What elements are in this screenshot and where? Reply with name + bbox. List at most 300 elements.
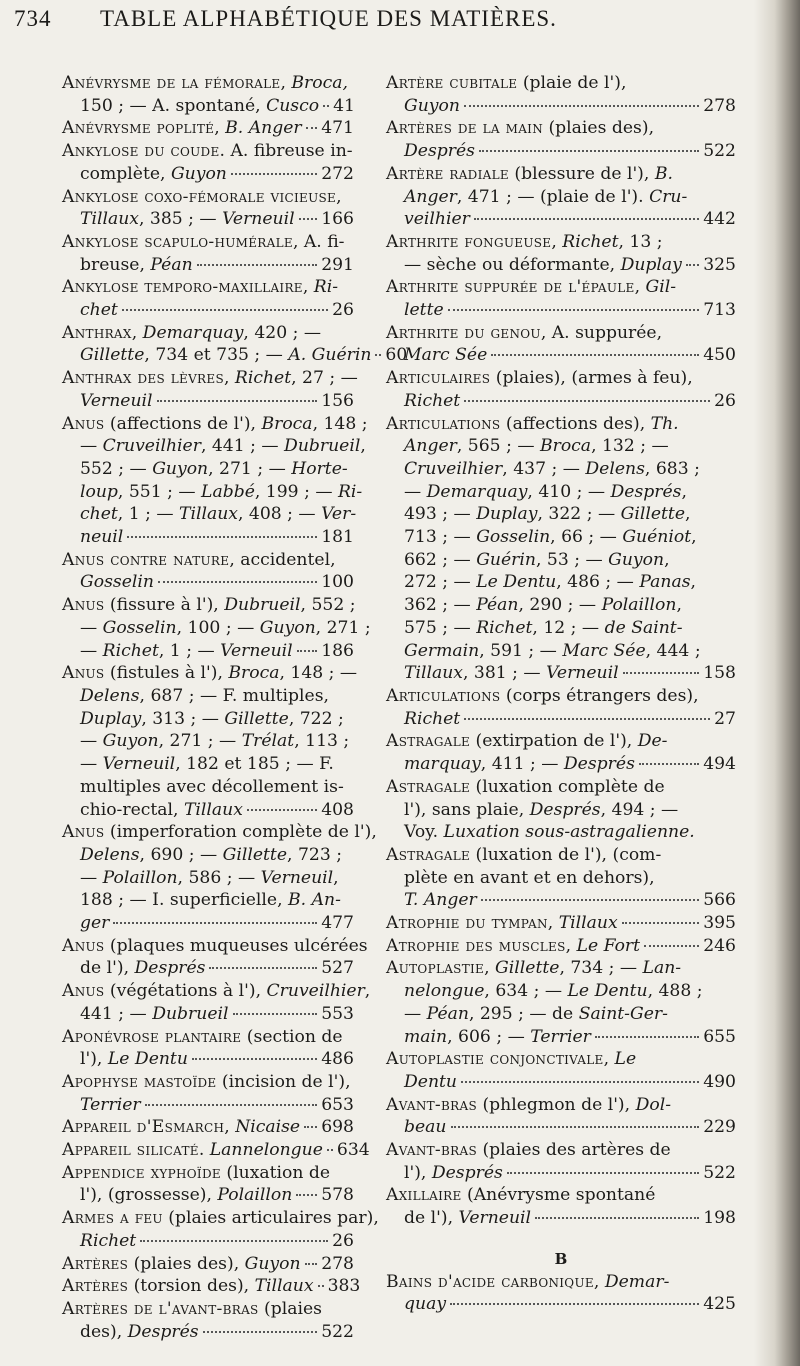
index-text: , 444 ; [645, 640, 701, 661]
dot-leader [595, 1036, 699, 1038]
index-line-text [62, 232, 345, 252]
index-line-text [62, 1072, 351, 1092]
index-line [386, 821, 736, 844]
index-line-text [80, 254, 193, 277]
index-author: Verneuil [546, 663, 619, 684]
index-author: Richet [476, 617, 533, 638]
index-line-text [404, 800, 678, 820]
dot-leader [296, 1194, 317, 1196]
index-line [62, 912, 354, 935]
index-text: Bains d'acide carbonique, [386, 1271, 605, 1292]
index-text: , 385 ; — [138, 209, 223, 230]
index-author: Richet [404, 708, 461, 729]
dot-leader [145, 1104, 318, 1106]
index-line [386, 481, 736, 504]
index-line [62, 526, 354, 549]
page-reference: 450 [703, 345, 736, 366]
index-text: Anus (fissure à l'), [62, 595, 225, 616]
index-line [386, 526, 736, 549]
index-text: , [333, 867, 339, 888]
index-line [62, 889, 354, 912]
index-text: Anus (plaques muqueuses ulcérées [62, 935, 368, 956]
page-reference: 522 [703, 141, 736, 162]
index-line-text [404, 572, 696, 592]
dot-leader [479, 150, 699, 152]
index-author: Gosselin [80, 572, 154, 593]
index-line-text [386, 232, 663, 252]
index-line-text [62, 550, 336, 570]
index-text: , 420 ; — [243, 322, 322, 343]
page-reference: 698 [321, 1117, 354, 1138]
index-text: , 53 ; — [535, 549, 609, 570]
index-text: Ankylose temporo-maxillaire, [62, 277, 314, 298]
page-reference: 494 [703, 754, 736, 775]
index-author: Péan [426, 1003, 469, 1024]
index-author: quay [404, 1294, 447, 1315]
index-author: Broca [261, 413, 313, 434]
index-text: Anus (affections de l'), [62, 413, 262, 434]
index-line-text [80, 777, 344, 797]
index-line [386, 208, 736, 231]
index-text: Astragale (luxation de l'), (com- [386, 844, 662, 865]
index-author: loup [80, 481, 118, 502]
index-line [62, 844, 354, 867]
page-reference: 325 [703, 254, 736, 275]
index-line [386, 753, 736, 776]
index-line [386, 503, 736, 526]
index-text: Astragale (luxation complète de [386, 776, 665, 797]
index-line-text [386, 323, 662, 343]
index-line [386, 730, 736, 753]
index-author: Cruveilhier [404, 458, 503, 479]
dot-leader [461, 1081, 699, 1083]
index-line [62, 662, 358, 685]
index-line-text [80, 731, 349, 751]
index-text: 441 ; — [80, 1003, 153, 1024]
index-text: Artère cubitale (plaie de l'), [386, 73, 627, 93]
index-text: Avant-bras (phlegmon de l'), [386, 1094, 636, 1115]
index-author: Cruveilhier [266, 981, 365, 1002]
index-text: 150 ; — A. spontané, [80, 95, 267, 116]
page-reference: 26 [332, 1230, 354, 1251]
index-author: chet [80, 300, 118, 321]
page-reference: 229 [703, 1117, 736, 1138]
index-text: Anévrysme de la fémorale, [62, 73, 292, 93]
index-line-text [386, 777, 665, 797]
index-line-text [404, 254, 682, 277]
index-line [62, 413, 368, 436]
page-reference: 26 [332, 300, 354, 321]
index-line-text [80, 163, 227, 186]
index-line [62, 1139, 370, 1162]
index-line-text [404, 595, 682, 615]
index-text: , 551 ; — [117, 481, 202, 502]
index-line [62, 276, 354, 299]
index-line-text [80, 618, 371, 638]
index-line [386, 1026, 736, 1049]
dot-leader [535, 1217, 699, 1219]
index-text: Astragale (extirpation de l'), [386, 731, 638, 752]
index-line [62, 1026, 354, 1049]
index-line [386, 640, 736, 663]
index-line-text [386, 1185, 655, 1205]
dot-leader [622, 922, 700, 924]
index-line-text [404, 1071, 457, 1094]
index-line-text [404, 208, 470, 231]
index-line-text [62, 414, 368, 434]
index-author: neuil [80, 527, 124, 548]
dot-leader [233, 1013, 318, 1015]
index-line [62, 1230, 354, 1253]
index-line-text [80, 1048, 188, 1071]
index-author: chet [80, 504, 118, 525]
index-author: Cru- [649, 186, 688, 207]
index-text: , 586 ; — [177, 867, 261, 888]
index-author: Verneuil [222, 209, 295, 230]
index-text: , 199 ; — [254, 481, 338, 502]
index-line-text [62, 73, 348, 93]
index-text: , 1 ; — [158, 640, 221, 661]
index-line [386, 299, 736, 322]
index-line-text [404, 641, 701, 661]
page-reference: 522 [321, 1321, 354, 1342]
index-text: breuse, [80, 254, 151, 275]
index-line [62, 753, 354, 776]
index-author: Gillette [224, 708, 289, 729]
index-text: , [364, 981, 371, 1002]
index-author: beau [404, 1117, 447, 1138]
dot-leader [297, 650, 318, 652]
index-line [386, 1271, 736, 1294]
index-line [62, 140, 354, 163]
index-line [62, 1253, 354, 1276]
index-line-text [404, 981, 703, 1001]
index-text: , 690 ; — [139, 844, 223, 865]
index-author: Marc Sée [562, 640, 646, 661]
index-line [62, 1207, 379, 1230]
index-author: lette [404, 300, 444, 321]
index-line [62, 1003, 354, 1026]
index-line-text [404, 140, 475, 163]
page-reference: 291 [321, 254, 354, 275]
index-text: Voy. [404, 822, 444, 843]
index-line [62, 1298, 354, 1321]
index-text: , 271 ; — [208, 458, 292, 479]
index-line-text [62, 277, 338, 297]
index-line-text [80, 208, 295, 231]
index-text: 575 ; — [404, 617, 477, 638]
page-reference: 486 [321, 1049, 354, 1070]
index-author: Verneuil [458, 1208, 532, 1229]
index-line [62, 72, 354, 95]
index-text: — [80, 867, 103, 888]
index-text: , 408 ; — [237, 504, 322, 525]
index-line-text [386, 164, 673, 184]
index-text: Artères de la main (plaies des), [386, 118, 655, 139]
index-author: Lan- [642, 958, 682, 979]
index-author: ger [80, 913, 110, 934]
index-author: Richet [102, 640, 159, 661]
index-author: Anger [404, 186, 457, 207]
index-line [386, 799, 736, 822]
section-letter: B [554, 1249, 568, 1268]
index-line-text [62, 368, 358, 388]
index-author: Péan [150, 254, 193, 275]
page-reference: 522 [703, 1162, 736, 1183]
index-line-text [62, 1116, 300, 1139]
dot-leader [192, 1058, 317, 1060]
index-line [62, 571, 354, 594]
index-line [386, 413, 736, 436]
index-line [386, 140, 736, 163]
index-text: 362 ; — [404, 595, 477, 616]
index-line [386, 458, 736, 481]
index-text: Artère radiale (blessure de l'), [386, 163, 655, 184]
index-line [386, 957, 736, 980]
page-reference: 246 [703, 935, 736, 956]
index-author: Saint-Ger- [578, 1003, 668, 1024]
index-author: Guérin [476, 549, 536, 570]
index-line [386, 231, 736, 254]
index-author: Tillaux [254, 1276, 314, 1297]
index-line-text [404, 95, 460, 118]
index-line-text [80, 1003, 229, 1026]
index-author: Gillette [495, 958, 560, 979]
index-author: Duplay [620, 254, 682, 275]
index-line [386, 1116, 736, 1139]
index-author: B. An- [288, 890, 341, 911]
index-line [386, 662, 736, 685]
index-line-text [80, 754, 334, 774]
index-text: Ankylose coxo-fémorale vicieuse, [62, 186, 342, 207]
index-text: — [80, 731, 103, 752]
index-line-text [386, 1272, 669, 1292]
index-author: Delens [80, 685, 140, 706]
index-line-text [80, 344, 371, 367]
index-line [62, 935, 368, 958]
index-text: , 322 ; — [537, 504, 621, 525]
index-text: l'), (grossesse), [80, 1185, 218, 1206]
index-text: 662 ; — [404, 549, 477, 570]
index-line [386, 1071, 736, 1094]
index-text: , 488 ; [647, 981, 703, 1002]
index-line-text [80, 526, 123, 549]
index-line-text [404, 1116, 447, 1139]
index-line-text [62, 1208, 379, 1228]
dot-leader [491, 354, 699, 356]
index-author: Terrier [80, 1094, 141, 1115]
index-column-right [386, 72, 736, 1316]
index-line [386, 1094, 736, 1117]
index-author: Ver- [321, 504, 357, 525]
page-reference: 60 [385, 345, 408, 366]
index-line-text [404, 868, 655, 888]
index-author: Guyon [259, 617, 316, 638]
index-line-text [386, 845, 661, 865]
page-header [0, 6, 800, 36]
index-line-text [80, 1230, 136, 1253]
index-line [62, 503, 357, 526]
index-text: , 687 ; — F. multiples, [139, 685, 330, 706]
dot-leader [448, 309, 700, 311]
index-line-text [404, 299, 444, 322]
index-text: , 290 ; — [518, 595, 602, 616]
index-line-text [404, 753, 635, 776]
index-line-text [80, 1321, 199, 1344]
index-author: veilhier [404, 209, 470, 230]
index-text: multiples avec décollement is- [80, 776, 344, 797]
index-text: , [685, 504, 691, 525]
index-author: Dubrueil [224, 595, 301, 616]
index-text: , 411 ; — [480, 754, 564, 775]
index-text: , 565 ; — [456, 436, 540, 457]
index-author: Anger [404, 436, 457, 457]
index-text: Appareil d'Esmarch, [62, 1117, 236, 1138]
index-author: Dubrueil [152, 1003, 229, 1024]
index-author: Guyon [102, 731, 159, 752]
dot-leader [127, 536, 317, 538]
index-author: Verneuil [102, 754, 176, 775]
page-reference: 186 [321, 640, 354, 661]
index-author: Dentu [404, 1071, 457, 1092]
index-text: 272 ; — [404, 572, 477, 593]
index-author: Guyon [152, 458, 209, 479]
index-author: Le Dentu [476, 572, 557, 593]
index-line [386, 322, 736, 345]
index-text: plète en avant et en dehors), [404, 867, 655, 888]
index-author: Després [431, 1162, 503, 1183]
index-line-text [80, 957, 205, 980]
index-author: Demarquay [142, 322, 244, 343]
index-line [386, 1162, 736, 1185]
index-line-text [80, 459, 348, 479]
index-author: Dubrueil [284, 436, 361, 457]
index-text: , 12 ; — [532, 617, 605, 638]
index-line-text [80, 912, 109, 935]
index-text: Aponévrose plantaire (section de [62, 1026, 343, 1047]
index-line-text [80, 845, 342, 865]
dot-leader [203, 1331, 318, 1333]
index-text: Artères de l'avant-bras (plaies [62, 1298, 322, 1319]
index-line [386, 685, 736, 708]
index-line-text [386, 935, 640, 958]
index-line-text [386, 1140, 671, 1160]
index-author: Trélat [241, 731, 295, 752]
index-text: Atrophie des muscles, [386, 935, 577, 956]
index-line [386, 980, 736, 1003]
index-text: Autoplastie conjonctivale, [386, 1049, 615, 1070]
index-line [62, 1071, 354, 1094]
dot-leader [306, 127, 318, 129]
index-author: Ri- [337, 481, 363, 502]
index-line-text [80, 436, 366, 456]
index-text: — [80, 436, 103, 457]
index-text: , 113 ; [294, 731, 350, 752]
index-text: Autoplastie, [386, 958, 496, 979]
index-author: Germain [404, 640, 480, 661]
index-line [62, 730, 354, 753]
index-author: Luxation sous-astragalienne. [443, 822, 695, 843]
index-line [386, 117, 736, 140]
index-line [386, 844, 736, 867]
index-text: , 182 et 185 ; — F. [175, 754, 334, 775]
index-line-text [62, 1299, 322, 1319]
index-text: Anus (imperforation complète de l'), [62, 822, 377, 843]
index-text: Anthrax, [62, 322, 143, 343]
index-author: Gosselin [476, 527, 551, 548]
index-author: Guyon [404, 95, 460, 116]
page-reference: 634 [336, 1140, 370, 1161]
index-author: Cusco [266, 95, 320, 116]
dot-leader [464, 400, 710, 402]
index-author: Broca [228, 663, 280, 684]
index-line [386, 1293, 736, 1316]
index-text: Arthrite du genou, A. suppurée, [386, 322, 663, 343]
index-line [386, 889, 736, 912]
page-reference: 158 [703, 663, 736, 684]
index-line [386, 617, 736, 640]
index-text: , 148 ; [312, 413, 368, 434]
index-line [386, 254, 736, 277]
index-author: Tillaux [179, 504, 238, 525]
index-line-text [62, 822, 377, 842]
index-text: , 271 ; [315, 617, 371, 638]
index-line [386, 776, 736, 799]
index-text: , 381 ; — [462, 663, 547, 684]
index-line [62, 776, 354, 799]
index-line-text [62, 1027, 343, 1047]
index-line [386, 594, 736, 617]
index-author: Gil- [645, 277, 677, 298]
index-line-text [62, 663, 357, 683]
index-text: Articulations (corps étrangers des), [386, 685, 699, 706]
index-text: , 552 ; [300, 595, 356, 616]
index-author: Guyon [170, 163, 227, 184]
index-line [386, 1003, 736, 1026]
index-line [62, 980, 371, 1003]
index-author: Horte- [291, 458, 348, 479]
index-line [62, 1116, 354, 1139]
page-reference: 655 [703, 1026, 736, 1047]
index-line [386, 1048, 736, 1071]
index-line-text [80, 799, 243, 822]
index-text: , 723 ; [287, 844, 343, 865]
page-reference: 408 [321, 799, 354, 820]
index-author: Marc Sée [404, 345, 488, 366]
page-reference: 41 [333, 95, 355, 116]
index-line-text [404, 527, 697, 547]
index-line-text [62, 1139, 323, 1162]
index-line-text [386, 1049, 636, 1069]
index-line [62, 549, 354, 572]
index-text: , 471 ; — (plaie de l'). [456, 186, 650, 207]
index-author: Le Dentu [107, 1049, 188, 1070]
page-reference: 26 [714, 390, 736, 411]
index-line [386, 549, 736, 572]
index-line-text [80, 482, 362, 502]
index-text: de l'), [80, 958, 135, 979]
index-line [62, 685, 354, 708]
index-author: Broca [539, 436, 592, 457]
index-line-text [404, 504, 690, 524]
index-line [386, 935, 736, 958]
index-text: l'), [404, 1162, 432, 1183]
index-text: Ankylose scapulo-humérale, A. fi- [62, 231, 345, 252]
index-text: , 734 et 735 ; — [144, 345, 289, 366]
index-text: , [681, 481, 687, 502]
index-line-text [404, 662, 619, 685]
index-line-text [62, 1253, 301, 1276]
